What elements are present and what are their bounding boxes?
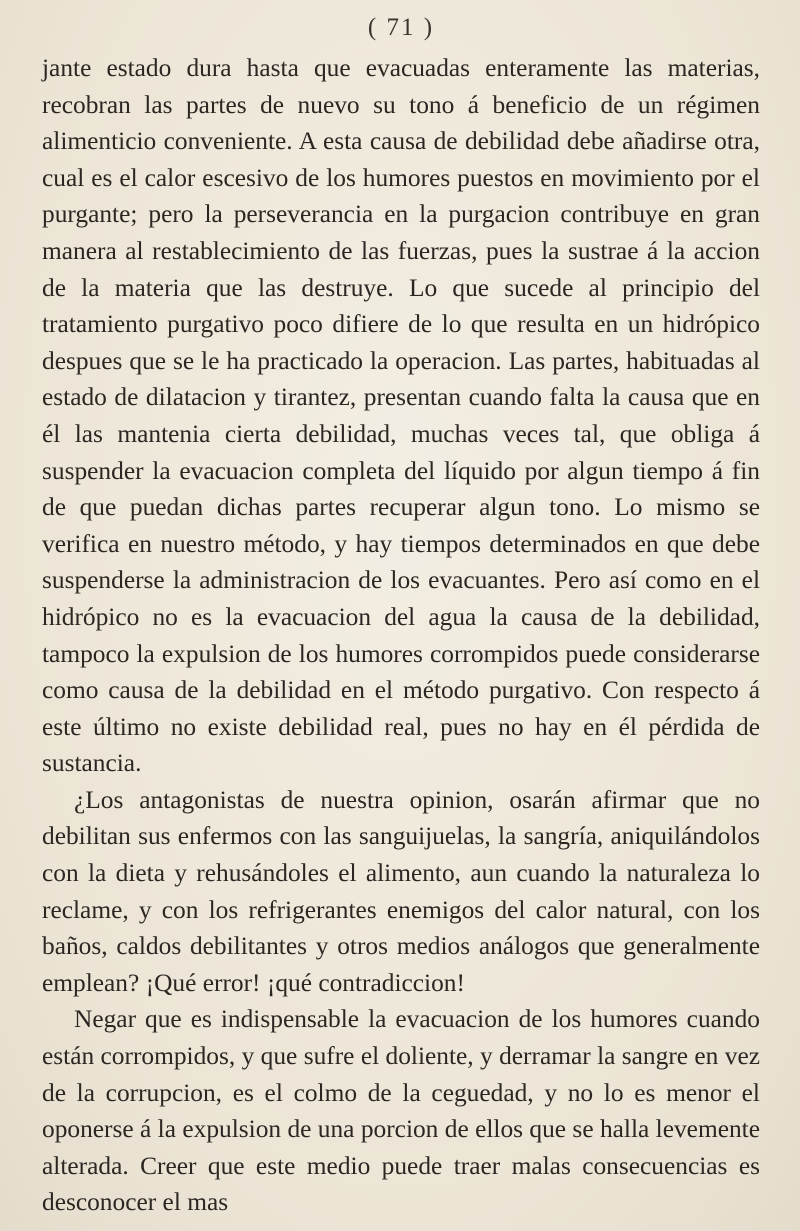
paragraph-2: ¿Los antagonistas de nuestra opinion, osarán afirmar que no debilitan sus enfermos con las sanguijuelas, la sangría, aniquilándolos con la dieta y rehusándoles el alimento, aun cuando la naturaleza lo reclame, y con los refrigerantes enemigos del calor natural, con los baños, caldos debilitantes y otros medios análogos que generalmente emplean? ¡Qué error! ¡qué contradiccion!: [42, 785, 760, 997]
body-text: [42, 50, 760, 1221]
page-number: ( 71 ): [367, 14, 435, 41]
paragraph-1: jante estado dura hasta que evacuadas enteramente las materias, recobran las partes de nuevo su tono á beneficio de un régimen alimenticio conveniente. A esta causa de debilidad debe añadirse otra, cual es el calor escesivo de los humores puestos en movimiento por el purgante; pero la perseverancia en la purgacion contribuye en gran manera al restablecimiento de las fuerzas, pues la sustrae á la accion de la materia que las destruye. Lo que sucede al principio del tratamiento purgativo poco difiere de lo que resulta en un hidrópico despues que se le ha practicado la operacion. Las partes, habituadas al estado de dilatacion y tirantez, presentan cuando falta la causa que en él las mantenia cierta debilidad, muchas veces tal, que obliga á suspender la evacuacion completa del líquido por algun tiempo á fin de que puedan dichas partes recuperar algun tono. Lo mismo se verifica en nuestro método, y hay tiempos determinados en que debe suspenderse la administracion de los evacuantes. Pero así como en el hidrópico no es la evacuacion del agua la causa de la debilidad, tampoco la expulsion de los humores corrompidos puede considerarse como causa de la debilidad en el método purgativo. Con respecto á este último no existe debilidad real, pues no hay en él pérdida de sustancia.: [42, 54, 760, 778]
paragraph-3: Negar que es indispensable la evacuacion de los humores cuando están corrompidos, y que sufre el doliente, y derramar la sangre en vez de la corrupcion, es el colmo de la ceguedad, y no lo es menor el oponerse á la expulsion de una porcion de ellos que se halla levemente alterada. Creer que este medio puede traer malas consecuencias es desconocer el mas: [42, 1005, 760, 1217]
